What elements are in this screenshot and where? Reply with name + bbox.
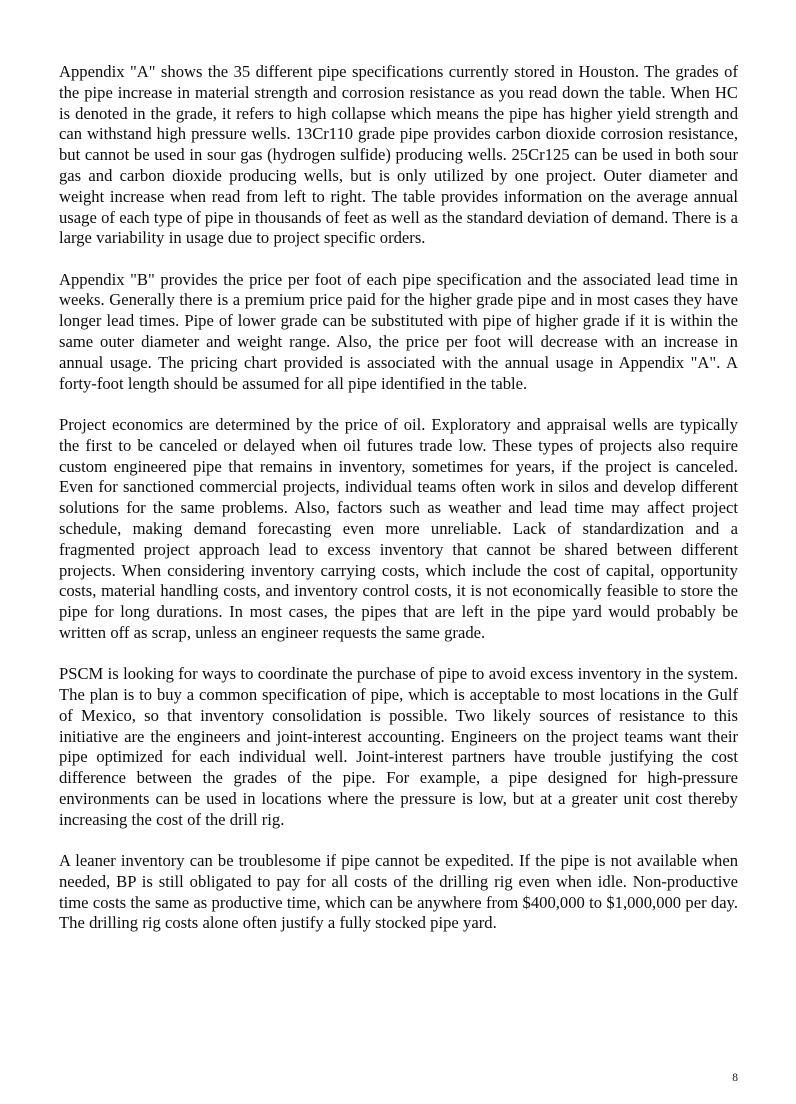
- paragraph-project-economics: Project economics are determined by the price of oil. Exploratory and appraisal wells are typically the first to be canceled or delayed when oil futures trade low. These types of projects also require custom engineered pipe that remains in inventory, sometimes for years, if the project is canceled. Even for sanctioned commercial projects, individual teams often work in silos and develop different solutions for the same problems. Also, factors such as weather and lead time may affect project schedule, making demand forecasting even more unreliable. Lack of standardization and a fragmented project approach lead to excess inventory that cannot be shared between different projects. When considering inventory carrying costs, which include the cost of capital, opportunity costs, material handling costs, and inventory control costs, it is not economically feasible to store the pipe for long durations. In most cases, the pipes that are left in the pipe yard would probably be written off as scrap, unless an engineer requests the same grade.: [59, 414, 738, 642]
- paragraph-pscm-coordination: PSCM is looking for ways to coordinate the purchase of pipe to avoid excess inventory in the system. The plan is to buy a common specification of pipe, which is acceptable to most locations in the Gulf of Mexico, so that inventory consolidation is possible. Two likely sources of resistance to this initiative are the engineers and joint-interest accounting. Engineers on the project teams want their pipe optimized for each individual well. Joint-interest partners have trouble justifying the cost difference between the grades of the pipe. For example, a pipe designed for high-pressure environments can be used in locations where the pressure is low, but at a greater unit cost thereby increasing the cost of the drill rig.: [59, 664, 738, 829]
- page-number: 8: [732, 1072, 738, 1084]
- paragraph-appendix-b: Appendix "B" provides the price per foot of each pipe specification and the associated lead time in weeks. Generally there is a premium price paid for the higher grade pipe and in most cases they have longer lead times. Pipe of lower grade can be substituted with pipe of higher grade if it is within the same outer diameter and weight range. Also, the price per foot will decrease with an increase in annual usage. The pricing chart provided is associated with the annual usage in Appendix "A". A forty-foot length should be assumed for all pipe identified in the table.: [59, 269, 738, 393]
- page-body-text: [59, 62, 738, 934]
- paragraph-leaner-inventory: A leaner inventory can be troublesome if pipe cannot be expedited. If the pipe is not available when needed, BP is still obligated to pay for all costs of the drilling rig even when idle. Non-productive time costs the same as productive time, which can be anywhere from $400,000 to $1,000,000 per day. The drilling rig costs alone often justify a fully stocked pipe yard.: [59, 851, 738, 933]
- paragraph-appendix-a: Appendix "A" shows the 35 different pipe specifications currently stored in Houston. The grades of the pipe increase in material strength and corrosion resistance as you read down the table. When HC is denoted in the grade, it refers to high collapse which means the pipe has higher yield strength and can withstand high pressure wells. 13Cr110 grade pipe provides carbon dioxide corrosion resistance, but cannot be used in sour gas (hydrogen sulfide) producing wells. 25Cr125 can be used in both sour gas and carbon dioxide producing wells, but is only utilized by one project. Outer diameter and weight increase when read from left to right. The table provides information on the average annual usage of each type of pipe in thousands of feet as well as the standard deviation of demand. There is a large variability in usage due to project specific orders.: [59, 62, 738, 248]
